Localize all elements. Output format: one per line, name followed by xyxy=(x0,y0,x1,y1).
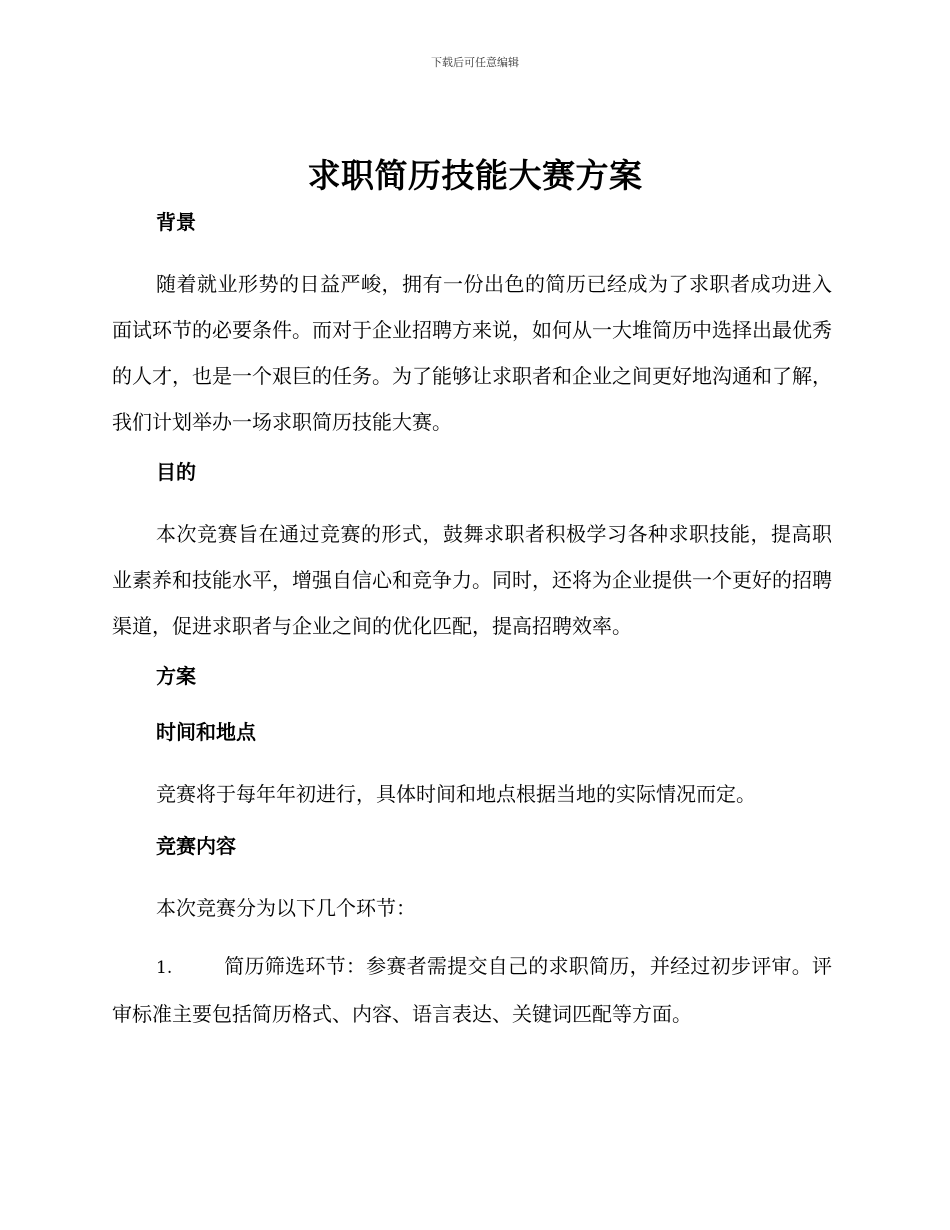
section-heading-background: 背景 xyxy=(156,210,196,234)
page-header: 下载后可任意编辑 xyxy=(431,56,519,69)
paragraph-content-intro: 本次竞赛分为以下几个环节： xyxy=(156,896,416,920)
list-item xyxy=(112,943,832,1037)
section-heading-purpose: 目的 xyxy=(156,460,196,484)
document-title: 求职简历技能大赛方案 xyxy=(307,156,643,195)
section-heading-plan: 方案 xyxy=(156,664,196,688)
paragraph-time-place: 竞赛将于每年年初进行，具体时间和地点根据当地的实际情况而定。 xyxy=(156,782,756,806)
paragraph-purpose: 本次竞赛旨在通过竞赛的形式，鼓舞求职者积极学习各种求职技能，提高职业素养和技能水平，增强自信心和竞争力。同时，还将为企业提供一个更好的招聘渠道，促进求职者与企业之间的优化匹配，提高招聘效率。 xyxy=(112,522,832,638)
document-body xyxy=(112,205,832,1037)
section-heading-time-place: 时间和地点 xyxy=(156,720,256,744)
list-item-number: 1. xyxy=(156,958,173,978)
list-item-text: 简历筛选环节：参赛者需提交自己的求职简历，并经过初步评审。评审标准主要包括简历格式、内容、语言表达、关键词匹配等方面。 xyxy=(112,954,832,1026)
paragraph-background: 随着就业形势的日益严峻，拥有一份出色的简历已经成为了求职者成功进入面试环节的必要条件。而对于企业招聘方来说，如何从一大堆简历中选择出最优秀的人才，也是一个艰巨的任务。为了能够让求职者和企业之间更好地沟通和了解，我们计划举办一场求职简历技能大赛。 xyxy=(112,272,832,434)
section-heading-content: 竞赛内容 xyxy=(156,834,236,858)
